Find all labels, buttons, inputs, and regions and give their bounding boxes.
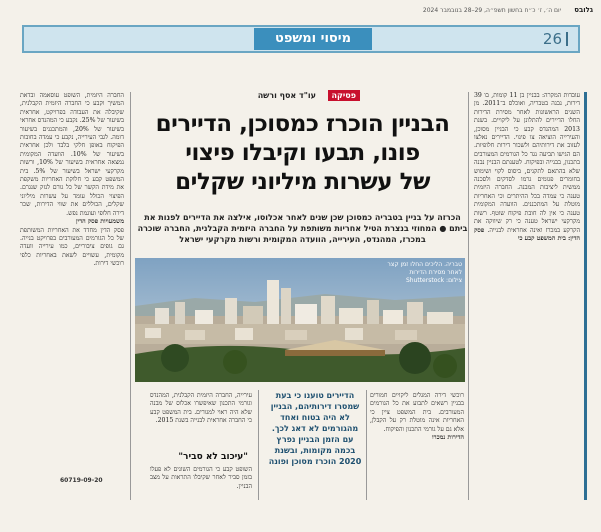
body-text: החברה היזמית, השופט עוסאמה ובדאת המשיך וקבע כי החברה היזמית הקבלנית, שקיבלה את העבודה בפרויקט, אחראית בשיעור של 25%. נקבע כי המהנדס אחראי בשיעור של 20%, והמתכננים בשיעור דומה. לגבי העירייה, נקבע כי עמדה בחובות הפיקוח באופן חלקי בלבד ולכן אחראית בשיעור של 10%. הוועדה המקומית נמצאה אחראית בשיעור של 10%, ורשות מקרקעי ישראל בשיעור של 5%. בית המשפט קבע כי חלוקת האחריות משקפת את מידת הקשר של כל גורם לנזק שנגרם. הפיצוי הכולל עומד על עשרות מיליוני שקלים, הכוללים את שווי הדירות, שכר דירה חלופי ועוגמת נפש. — [20, 92, 124, 217]
headline-line: של עשרות מיליוני שקלים — [175, 169, 430, 195]
photo-caption — [384, 261, 462, 285]
body-text: השופט קבע כי הגורמים השונים לא פעלו בזמן סביר לאחר שקיבלו התראות על מצב הבניין. — [150, 466, 252, 490]
section-subheading: הדירות נמכרו — [431, 434, 464, 442]
body-column-right — [474, 92, 587, 500]
column-divider — [468, 92, 469, 500]
section-subheading: משמעויות פסק הדין — [75, 218, 124, 226]
page-number: 26 — [542, 30, 562, 48]
body-text: רוכשי דירה המגלים ליקויים חמורים בבניין רשאים לתבוע את כל הגורמים המעורבים. בית המשפט ציין כי האחריות אינה מוטלת רק על הקבלן, אלא גם על גורמי התכנון והפיקוח. — [370, 392, 464, 433]
page-number-bar — [566, 32, 568, 46]
body-column-bottom-left-tail — [150, 466, 252, 500]
brand-name: גלובס — [574, 6, 593, 14]
photo-credit: צילום: Shutterstock — [405, 277, 462, 284]
headline-line: פונו, תבעו וקיבלו פיצוי — [185, 140, 420, 166]
body-text: פסק הדין מחדד את האחריות המשותפת של כל הגורמים המעורבים בפרויקט בנייה. גם גופים ציבוריים, כמו עירייה וועדה מקומית, עשויים לשאת באחריות כלפי רוכשי דירות. — [20, 226, 124, 268]
section-title: מיסוי ומשפט — [254, 28, 372, 50]
city-photo — [135, 258, 465, 382]
headline — [140, 110, 465, 210]
headline-line: הבניין הוכרז כמסוכן, הדיירים — [155, 111, 450, 137]
body-text: עירייה, החברה היזמית הקבלנית, המהנדס וגורמי התכנון שאיפשרו אכלוס של מבנה שלא היה ראוי למגורים. בית המשפט קבע כי החברה אחראית לבנייה בשנת 2015. — [150, 392, 252, 425]
page-number-block — [543, 30, 568, 48]
column-divider — [258, 390, 259, 500]
case-number: 60719-09-20 — [60, 477, 103, 484]
column-divider — [366, 390, 367, 500]
body-column-bottom-right — [370, 392, 464, 500]
caption-text: טבריה. הליכים החלו זמן קצר לאחר מסירת הדירות — [387, 261, 462, 276]
author-name: עו"ד אסף ורשה — [257, 91, 316, 100]
section-lead: פסק הדין: בית המשפט קבע כי — [474, 226, 580, 242]
quote-heading: "עיכוב לא סביר" — [178, 452, 248, 462]
article-tagline — [240, 90, 360, 104]
category-tag: פסיקה — [328, 90, 360, 101]
body-text: עובדות המקרה: בבניין בן 11 קומות, בו 39 דירות, נבנה בטבריה, ואוכלס ב־2011. מן השנים הראשונות לאחר מסירת הדירות החלו הדיירים להתלונן על ליקויים. בשנת 2013 המהנדס קבע כי הבניין מסוכן, והעירייה הוציאה צו פינוי. הדיירים נאלצו לעזוב את דירותיהם ולשכור דירות חלופיות. הם הגישו תביעה נגד כל הגורמים המעורבים בתכנון, בבנייה ובפיקוח. לטענתם הבניין נבנה שלא בהתאם לתקנים, ביסוס לקוי ושימוש בחומרים פגומים גרמו לסדקים ולסכנה ממשית ליציבות המבנה. החברה היזמית טענה כי עמדה בכל ההיתרים וכי האחריות מוטלת על המתכננים. הוועדה המקומית טענה כי אין לה חובת פיקוח שוטף. רשות מקרקעי ישראל טענה כי רק שיווקה את הקרקע במכרז ואינה אחראית לבנייה. — [474, 92, 581, 234]
subheadline: הכרזה על בניין בטבריה כמסוכן שכן שנים לאחר אכלוסו, אילצה את הדיירים לפנות את ביתם ● המחוזי בנצרת הטיל אחריות משותפת על החברה היזמית הקבלנית, החברה שוכרה במכרז, המהנדס, העירייה, הוועדה המקומית ורשות מקרקעי ישראל — [137, 213, 468, 244]
pull-quote: הדיירים טוענו כי בעת שמסרו דירותיהם, הבניין לא היה בטוח ואחד מהגורמים לא דאג לכך. עם הזמן הבניין נפרץ בכמה מקומות, ובשנת 2020 הוכרז מסוכן ופונה — [268, 391, 362, 466]
date-line: יום ה׳, ז׳ כ״ח בחשון תשפ״ה, 29–28 בנובמבר 2024 — [422, 7, 561, 14]
column-divider — [130, 92, 131, 500]
body-column-left — [20, 92, 124, 470]
section-banner — [22, 25, 580, 53]
page-top-line — [0, 0, 601, 22]
